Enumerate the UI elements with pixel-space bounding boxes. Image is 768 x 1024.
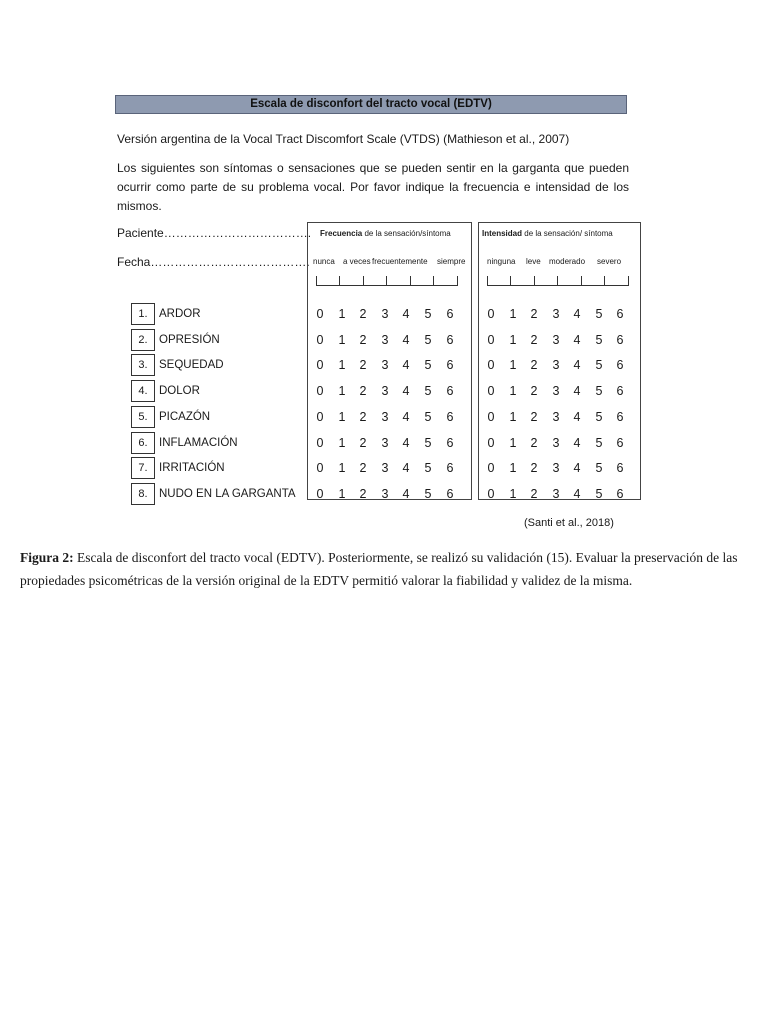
scale-title: Escala de disconfort del tracto vocal (EDTV) [250,98,492,110]
symptom-label: NUDO EN LA GARGANTA [159,488,296,500]
intensity-score-option[interactable]: 5 [595,436,603,450]
intensity-score-option[interactable]: 3 [552,410,560,424]
frequency-score-option[interactable]: 5 [424,436,432,450]
frequency-score-option[interactable]: 4 [402,487,410,501]
frequency-label-nunca: nunca [313,257,335,266]
intensity-score-option[interactable]: 5 [595,410,603,424]
intensity-score-option[interactable]: 2 [530,384,538,398]
intensity-label-moderado: moderado [549,257,586,266]
intensity-score-option[interactable]: 3 [552,333,560,347]
caption-text: Escala de disconfort del tracto vocal (EDTV). Posteriormente, se realizó su validación (15). Evaluar la preservación de las propiedades psicométricas de la versión original de la EDTV permitió valorar la fiabilidad y validez de la misma. [20,550,738,588]
frequency-score-option[interactable]: 1 [338,384,346,398]
symptom-label: SEQUEDAD [159,359,224,371]
symptom-number-box: 3. [131,354,155,376]
intensity-score-option[interactable]: 5 [595,384,603,398]
symptom-label: INFLAMACIÓN [159,437,238,449]
intensity-score-option[interactable]: 6 [616,436,624,450]
intensity-score-option[interactable]: 3 [552,461,560,475]
intensity-score-option[interactable]: 1 [509,358,517,372]
intensity-label-ninguna: ninguna [487,257,516,266]
frequency-score-option[interactable]: 2 [359,358,367,372]
intensity-score-option[interactable]: 4 [573,461,581,475]
symptom-label: OPRESIÓN [159,334,220,346]
intensity-score-option[interactable]: 6 [616,358,624,372]
symptom-number-box: 7. [131,457,155,479]
intensity-score-option[interactable]: 5 [595,307,603,321]
intensity-score-option[interactable]: 3 [552,384,560,398]
frequency-score-option[interactable]: 1 [338,358,346,372]
frequency-score-option[interactable]: 0 [316,487,324,501]
frequency-score-option[interactable]: 6 [446,436,454,450]
intensity-score-option[interactable]: 0 [487,333,495,347]
caption-label: Figura 2: [20,550,74,565]
frequency-label-a-veces: a veces [343,257,371,266]
date-field: Fecha…………………………………. [117,255,310,269]
intensity-score-option[interactable]: 6 [616,487,624,501]
symptom-number-box: 5. [131,406,155,428]
intensity-score-option[interactable]: 1 [509,461,517,475]
intensity-score-option[interactable]: 6 [616,307,624,321]
symptom-number-box: 6. [131,432,155,454]
frequency-score-option[interactable]: 5 [424,487,432,501]
intensity-score-option[interactable]: 2 [530,410,538,424]
intensity-score-option[interactable]: 2 [530,358,538,372]
symptom-number-box: 2. [131,329,155,351]
frequency-score-option[interactable]: 3 [381,307,389,321]
frequency-score-option[interactable]: 4 [402,333,410,347]
frequency-panel-title [320,229,451,238]
intensity-score-option[interactable]: 2 [530,307,538,321]
intensity-score-option[interactable]: 0 [487,384,495,398]
frequency-score-option[interactable]: 1 [338,410,346,424]
intensity-title-rest: de la sensación/ síntoma [522,229,613,238]
frequency-score-option[interactable]: 6 [446,487,454,501]
symptom-label: PICAZÓN [159,411,211,423]
frequency-score-option[interactable]: 3 [381,333,389,347]
scale-title-bar [115,95,627,114]
intensity-score-option[interactable]: 6 [616,410,624,424]
intensity-score-option[interactable]: 0 [487,358,495,372]
frequency-score-option[interactable]: 4 [402,307,410,321]
frequency-score-option[interactable]: 5 [424,358,432,372]
frequency-score-option[interactable]: 6 [446,384,454,398]
symptom-label: ARDOR [159,308,201,320]
intensity-label-leve: leve [526,257,541,266]
frequency-score-option[interactable]: 5 [424,410,432,424]
intensity-score-option[interactable]: 0 [487,461,495,475]
frequency-score-option[interactable]: 0 [316,410,324,424]
frequency-title-rest: de la sensación/síntoma [362,229,451,238]
frequency-title-bold: Frecuencia [320,229,363,238]
frequency-score-option[interactable]: 6 [446,307,454,321]
intensity-score-option[interactable]: 4 [573,384,581,398]
intensity-score-option[interactable]: 4 [573,487,581,501]
frequency-score-option[interactable]: 1 [338,487,346,501]
intensity-score-option[interactable]: 6 [616,461,624,475]
frequency-score-option[interactable]: 2 [359,461,367,475]
figure-caption [20,546,742,592]
intensity-panel-title [482,229,613,238]
figure-credit: (Santi et al., 2018) [524,517,614,529]
frequency-score-option[interactable]: 0 [316,358,324,372]
frequency-score-option[interactable]: 4 [402,461,410,475]
intensity-score-option[interactable]: 4 [573,436,581,450]
intensity-score-option[interactable]: 2 [530,461,538,475]
frequency-score-option[interactable]: 3 [381,358,389,372]
intensity-label-severo: severo [597,257,622,266]
intensity-score-option[interactable]: 5 [595,333,603,347]
frequency-score-option[interactable]: 3 [381,461,389,475]
frequency-score-option[interactable]: 5 [424,384,432,398]
intensity-score-option[interactable]: 3 [552,307,560,321]
symptom-number-box: 8. [131,483,155,505]
frequency-score-option[interactable]: 4 [402,384,410,398]
symptom-label: DOLOR [159,385,200,397]
intensity-score-option[interactable]: 6 [616,333,624,347]
frequency-score-option[interactable]: 0 [316,384,324,398]
frequency-score-option[interactable]: 4 [402,436,410,450]
frequency-score-option[interactable]: 0 [316,307,324,321]
intensity-score-option[interactable]: 0 [487,436,495,450]
frequency-score-option[interactable]: 2 [359,436,367,450]
intensity-score-option[interactable]: 3 [552,358,560,372]
intensity-title-bold: Intensidad [482,229,523,238]
intensity-score-option[interactable]: 3 [552,487,560,501]
frequency-score-option[interactable]: 2 [359,384,367,398]
frequency-score-option[interactable]: 6 [446,358,454,372]
intensity-score-option[interactable]: 2 [530,487,538,501]
intensity-score-option[interactable]: 2 [530,436,538,450]
intensity-score-option[interactable]: 1 [509,333,517,347]
frequency-score-option[interactable]: 3 [381,487,389,501]
frequency-score-option[interactable]: 3 [381,384,389,398]
intensity-score-option[interactable]: 0 [487,410,495,424]
frequency-score-option[interactable]: 4 [402,358,410,372]
frequency-score-option[interactable]: 1 [338,307,346,321]
frequency-score-option[interactable]: 2 [359,333,367,347]
frequency-score-option[interactable]: 4 [402,410,410,424]
frequency-score-option[interactable]: 1 [338,461,346,475]
patient-field: Paciente………………………………. [117,226,312,240]
intensity-score-option[interactable]: 6 [616,384,624,398]
intensity-score-option[interactable]: 1 [509,307,517,321]
frequency-score-option[interactable]: 3 [381,410,389,424]
frequency-score-option[interactable]: 3 [381,436,389,450]
intensity-score-option[interactable]: 5 [595,487,603,501]
frequency-scale-ruler [316,276,458,286]
intensity-score-option[interactable]: 0 [487,487,495,501]
intensity-scale-ruler [487,276,629,286]
frequency-score-option[interactable]: 0 [316,333,324,347]
frequency-score-option[interactable]: 2 [359,307,367,321]
frequency-score-option[interactable]: 1 [338,333,346,347]
frequency-score-option[interactable]: 0 [316,461,324,475]
frequency-score-option[interactable]: 1 [338,436,346,450]
intensity-score-option[interactable]: 3 [552,436,560,450]
frequency-label-siempre: siempre [437,257,466,266]
intensity-score-option[interactable]: 2 [530,333,538,347]
frequency-score-option[interactable]: 0 [316,436,324,450]
intensity-score-option[interactable]: 1 [509,487,517,501]
frequency-label-frecuentemente: frecuentemente [372,257,428,266]
frequency-score-option[interactable]: 6 [446,333,454,347]
intensity-score-option[interactable]: 0 [487,307,495,321]
intensity-score-option[interactable]: 4 [573,410,581,424]
intensity-score-option[interactable]: 5 [595,461,603,475]
symptom-number-box: 4. [131,380,155,402]
intensity-score-option[interactable]: 5 [595,358,603,372]
intensity-score-option[interactable]: 4 [573,358,581,372]
scale-subtitle: Versión argentina de la Vocal Tract Discomfort Scale (VTDS) (Mathieson et al., 2007) [117,132,570,146]
frequency-score-option[interactable]: 2 [359,410,367,424]
frequency-score-option[interactable]: 5 [424,461,432,475]
frequency-score-option[interactable]: 5 [424,333,432,347]
intensity-score-option[interactable]: 4 [573,333,581,347]
frequency-score-option[interactable]: 6 [446,461,454,475]
symptom-number-box: 1. [131,303,155,325]
scale-instructions: Los siguientes son síntomas o sensaciones que se pueden sentir en la garganta que pueden ocurrir como parte de su problema vocal. Por favor indique la frecuencia e intensidad de los mismos. [117,161,629,213]
intensity-score-option[interactable]: 1 [509,436,517,450]
symptom-label: IRRITACIÓN [159,462,225,474]
intensity-score-option[interactable]: 1 [509,410,517,424]
frequency-score-option[interactable]: 6 [446,410,454,424]
frequency-score-option[interactable]: 5 [424,307,432,321]
intensity-score-option[interactable]: 4 [573,307,581,321]
frequency-score-option[interactable]: 2 [359,487,367,501]
intensity-score-option[interactable]: 1 [509,384,517,398]
